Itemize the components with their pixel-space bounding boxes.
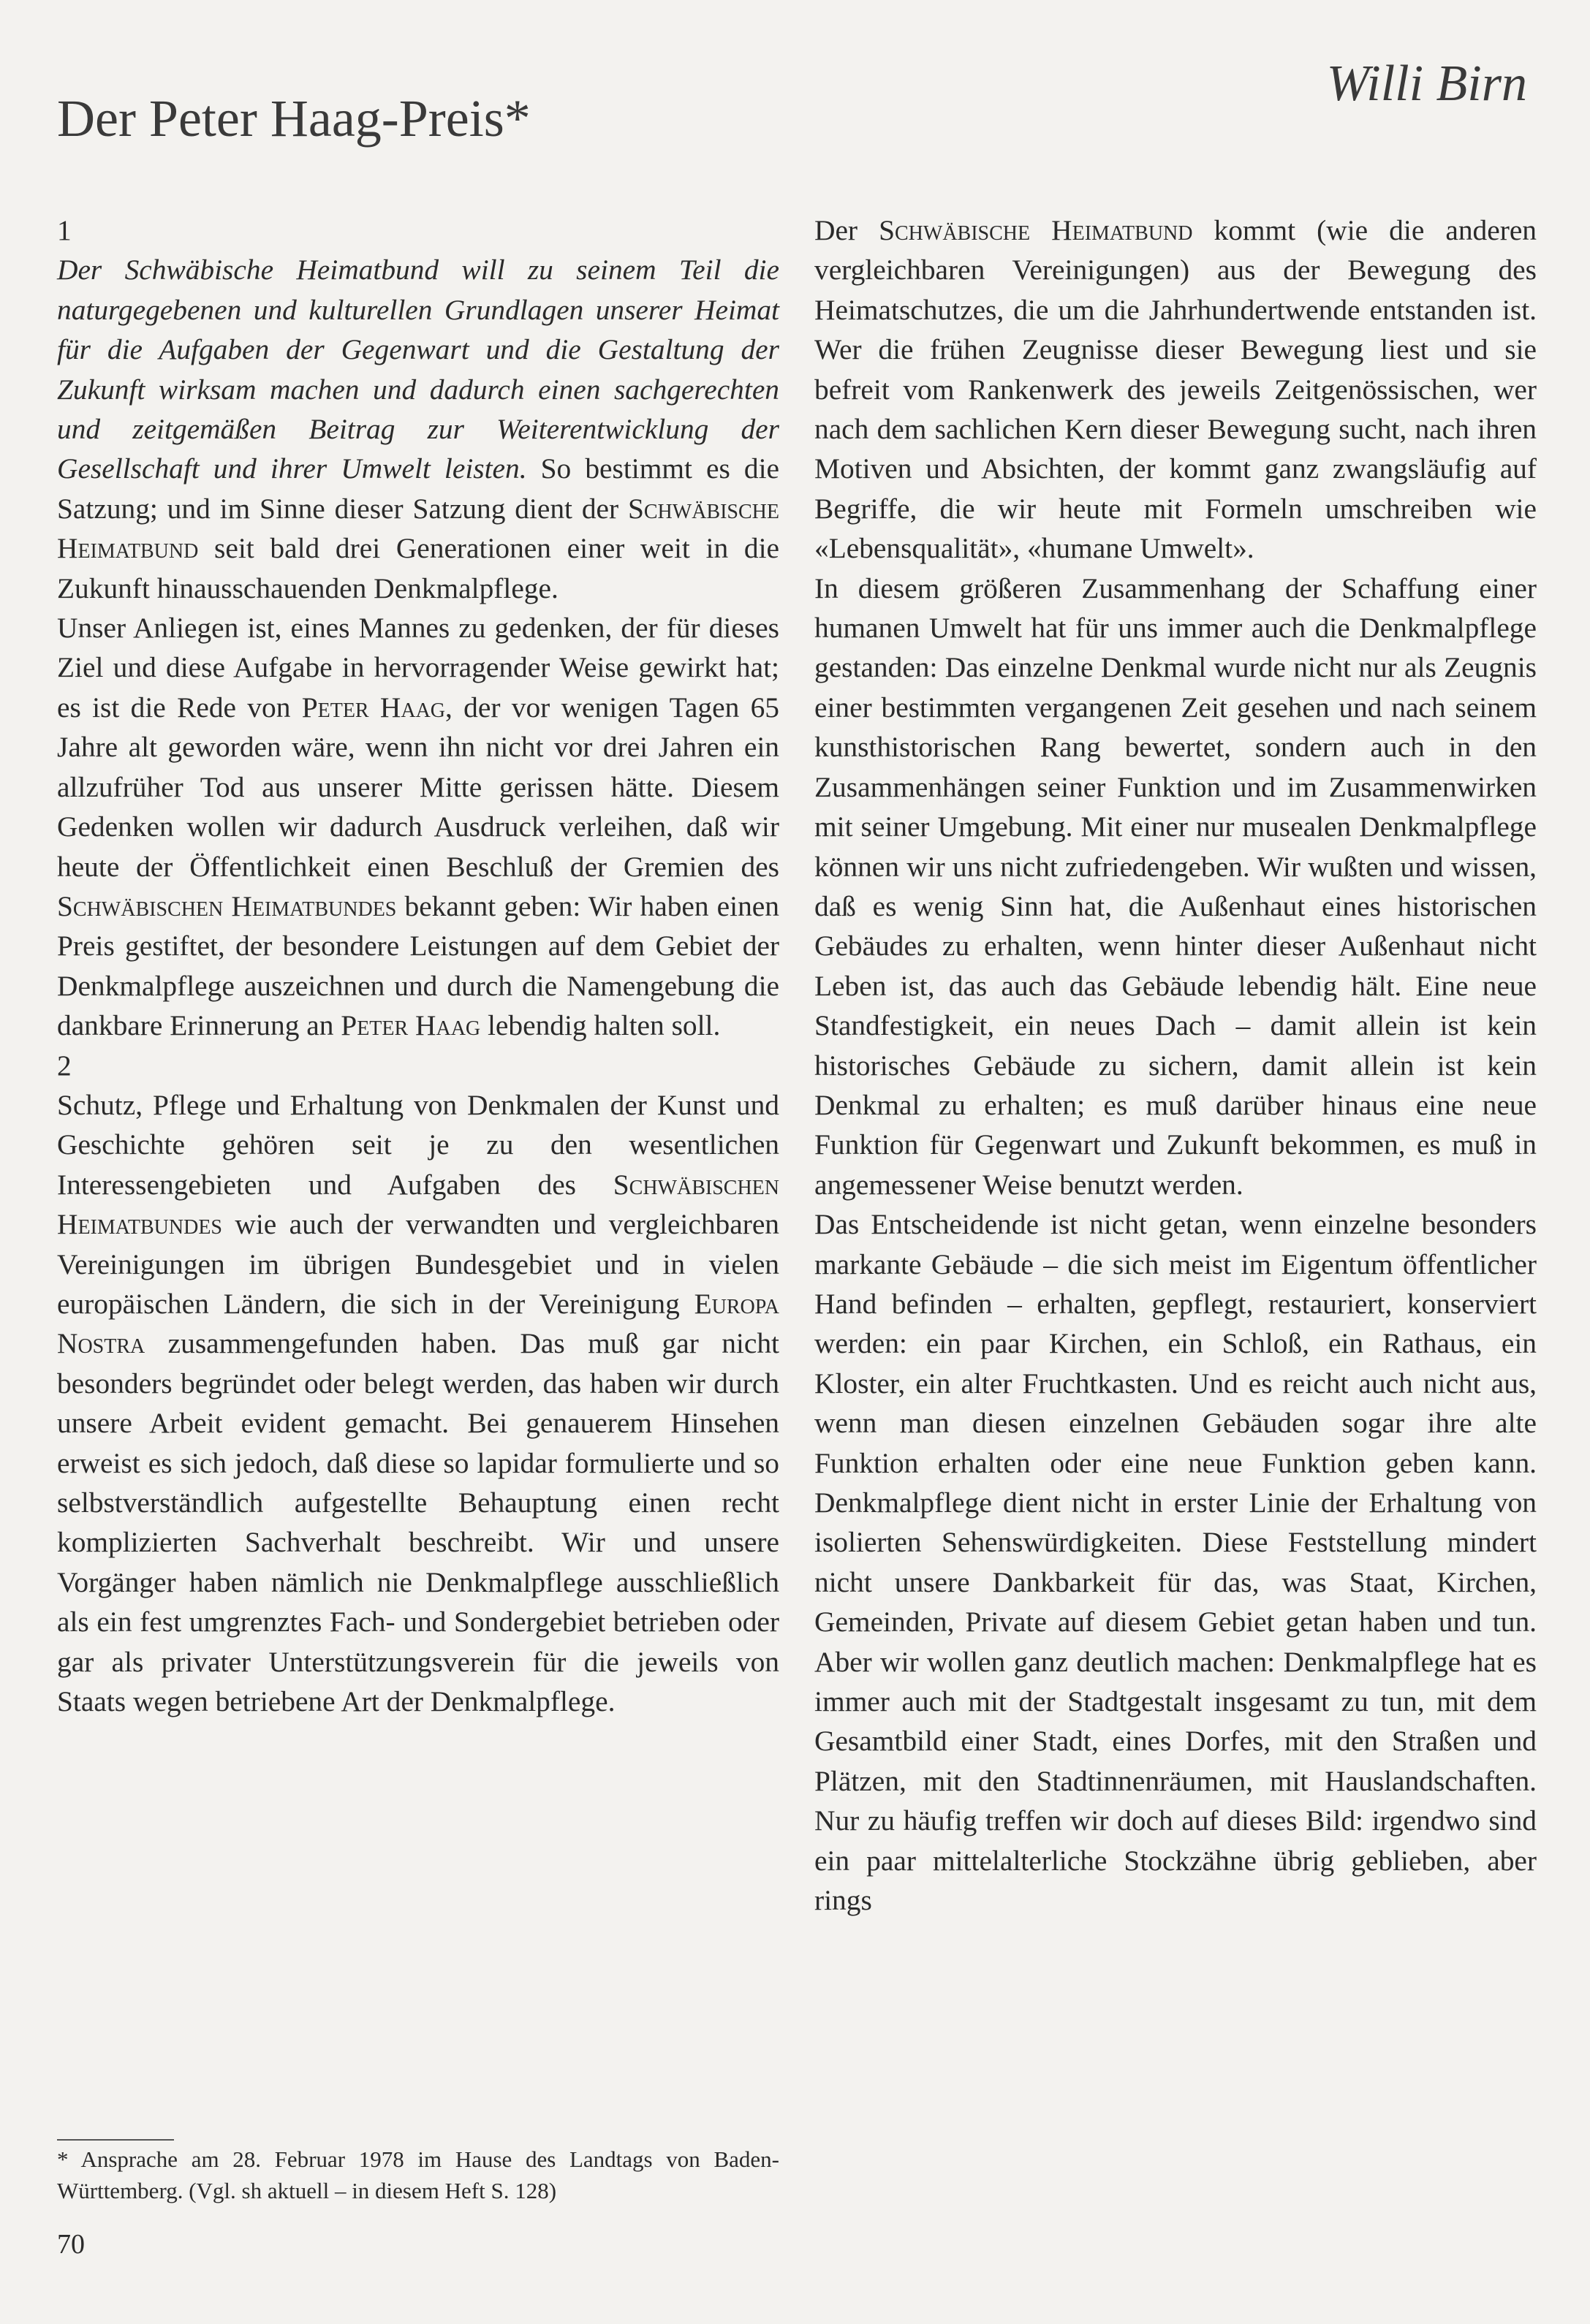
paragraph-text: kommt (wie die anderen vergleichbaren Vereinigungen) aus der Bewegung des Heimatschutzes, die um die Jahrhundertwende entstanden ist. Wer die frühen Zeugnisse dieser Bewegung liest und sie befreit vom Rankenwerk des jeweils Zeitgenössischen, wer nach dem sachlichen Kern dieser Bewegung sucht, nach ihren Motiven und Absichten, der kommt ganz zwangsläufig auf Begriffe, die wir heute mit Formeln umschreiben wie «Lebensqualität», «humane Umwelt».	[814, 214, 1537, 565]
page-title: Der Peter Haag-Preis*	[57, 89, 531, 148]
paragraph-entscheidende: Das Entscheidende ist nicht getan, wenn einzelne besonders markante Gebäude – die sich meist im Eigentum öffentlicher Hand befinden – erhalten, gepflegt, restauriert, konserviert werden: ein paar Kirchen, ein Schloß, ein Rathaus, ein Kloster, ein alter Fruchtkasten. Und es reicht auch nicht aus, wenn man diesen einzelnen Gebäuden sogar ihre alte Funktion erhalten oder eine neue Funktion geben kann. Denkmalpflege dient nicht in erster Linie der Erhaltung von isolierten Sehenswürdigkeiten. Diese Feststellung mindert nicht unsere Dankbarkeit für das, was Staat, Kirchen, Gemeinden, Private auf diesem Gebiet getan haben und tun. Aber wir wollen ganz deutlich machen: Denkmalpflege hat es immer auch mit der Stadtgestalt insgesamt zu tun, mit dem Gesamtbild einer Stadt, eines Dorfes, mit den Straßen und Plätzen, mit den Stadtinnenräumen, mit Hauslandschaften. Nur zu häufig treffen wir doch auf dieses Bild: irgendwo sind ein paar mittelalterliche Stockzähne übrig geblieben, aber rings	[814, 1208, 1537, 1917]
section-number-1: 1	[57, 214, 72, 246]
paragraph-intro	[57, 250, 779, 608]
organization-name: Schwäbische Heimatbund	[879, 214, 1193, 246]
organization-name: Schwäbischen Heimatbundes	[57, 1168, 779, 1241]
intro-quote-italic: Der Schwäbische Heimatbund will zu seinem Teil die naturgegebenen und kulturellen Grundlagen unserer Heimat für die Aufgaben der Gegenwart und die Gestaltung der Zukunft wirksam machen und dadurch einen sachgerechten und zeitgemäßen Beitrag zur Weiterentwicklung der Gesellschaft und ihrer Umwelt leisten.	[57, 254, 779, 485]
author-name: Willi Birn	[1326, 56, 1527, 112]
person-name: Peter Haag	[341, 1009, 481, 1042]
organization-name: Schwäbischen Heimatbundes	[57, 889, 397, 922]
paragraph-text: Der	[814, 214, 879, 246]
paragraph-zusammenhang: In diesem größeren Zusammenhang der Schaffung einer humanen Umwelt hat für uns immer auch die Denkmalpflege gestanden: Das einzelne Denkmal wurde nicht nur als Zeugnis einer bestimmten vergangenen Zeit gesehen und nach seinem kunsthistorischen Rang bewertet, sondern auch in den Zusammenhängen seiner Funktion und im Zusammenwirken mit seiner Umgebung. Mit einer nur musealen Denkmalpflege können wir uns nicht zufriedengeben. Wir wußten und wissen, daß es wenig Sinn hat, die Außenhaut eines historischen Gebäudes zu erhalten, wenn hinter dieser Außenhaut nicht Leben ist, das auch das Gebäude lebendig hält. Eine neue Standfestigkeit, ein neues Dach – damit allein ist kein historisches Gebäude zu sichern, damit allein ist kein Denkmal zu erhalten; es muß darüber hinaus eine neue Funktion für Gegenwart und Zukunft bekommen, es muß in angemessener Weise benutzt werden.	[814, 571, 1537, 1201]
page-number: 70	[57, 2229, 85, 2260]
paragraph-text: So bestimmt es die Satzung; und im Sinne dieser Satzung dient der	[57, 452, 779, 525]
left-column	[57, 210, 779, 1721]
paragraph-text: wie auch der verwandten und vergleichbaren Vereinigungen im übrigen Bundesgebiet und in vielen europäischen Ländern, die sich in der Vereinigung	[57, 1208, 779, 1320]
footnote: * Ansprache am 28. Februar 1978 im Hause des Landtags von Baden-Württemberg. (Vgl. sh aktuell – in diesem Heft S. 128)	[57, 2146, 779, 2203]
right-column	[814, 210, 1537, 1920]
paragraph-anliegen	[57, 608, 779, 1045]
paragraph-text: seit bald drei Generationen einer weit in die Zukunft hinausschauenden Denkmalpflege.	[57, 532, 779, 604]
organization-name: Schwäbische Heimatbund	[57, 492, 779, 565]
person-name: Peter Haag	[301, 691, 446, 724]
paragraph-heimatschutz	[814, 210, 1537, 569]
paragraph-text: Schutz, Pflege und Erhaltung von Denkmalen der Kunst und Geschichte gehören seit je zu den wesentlichen Interessengebieten und Aufgaben des	[57, 1088, 779, 1201]
paragraph-text: lebendig halten soll.	[480, 1009, 721, 1042]
paragraph-text: , der vor wenigen Tagen 65 Jahre alt geworden wäre, wenn ihn nicht vor drei Jahren ein allzufrüher Tod aus unserer Mitte gerissen hätte. Diesem Gedenken wollen wir dadurch Ausdruck verleihen, daß wir heute der Öffentlichkeit einen Beschluß der Gremien des	[57, 691, 779, 883]
organization-name: Europa Nostra	[57, 1287, 779, 1360]
footnote-rule	[57, 2139, 174, 2141]
paragraph-schutz	[57, 1085, 779, 1722]
paragraph-text: Unser Anliegen ist, eines Mannes zu gedenken, der für dieses Ziel und diese Aufgabe in hervorragender Weise gewirkt hat; es ist die Rede von	[57, 612, 779, 724]
paragraph-text: bekannt geben: Wir haben einen Preis gestiftet, der besondere Leistungen auf dem Gebiet der Denkmalpflege auszeichnen und durch die Namengebung die dankbare Erinnerung an	[57, 889, 779, 1042]
paragraph-text: zusammengefunden haben. Das muß gar nicht besonders begründet oder belegt werden, das haben wir durch unsere Arbeit evident gemacht. Bei genauerem Hinsehen erweist es sich jedoch, daß diese so lapidar formulierte und so selbstverständlich aufgestellte Behauptung einen recht komplizierten Sachverhalt beschreibt. Wir und unsere Vorgänger haben nämlich nie Denkmalpflege ausschließlich als ein fest umgrenztes Fach- und Sondergebiet betrieben oder gar als privater Unterstützungsverein für die jeweils von Staats wegen betriebene Art der Denkmalpflege.	[57, 1327, 779, 1718]
section-number-2: 2	[57, 1049, 72, 1082]
